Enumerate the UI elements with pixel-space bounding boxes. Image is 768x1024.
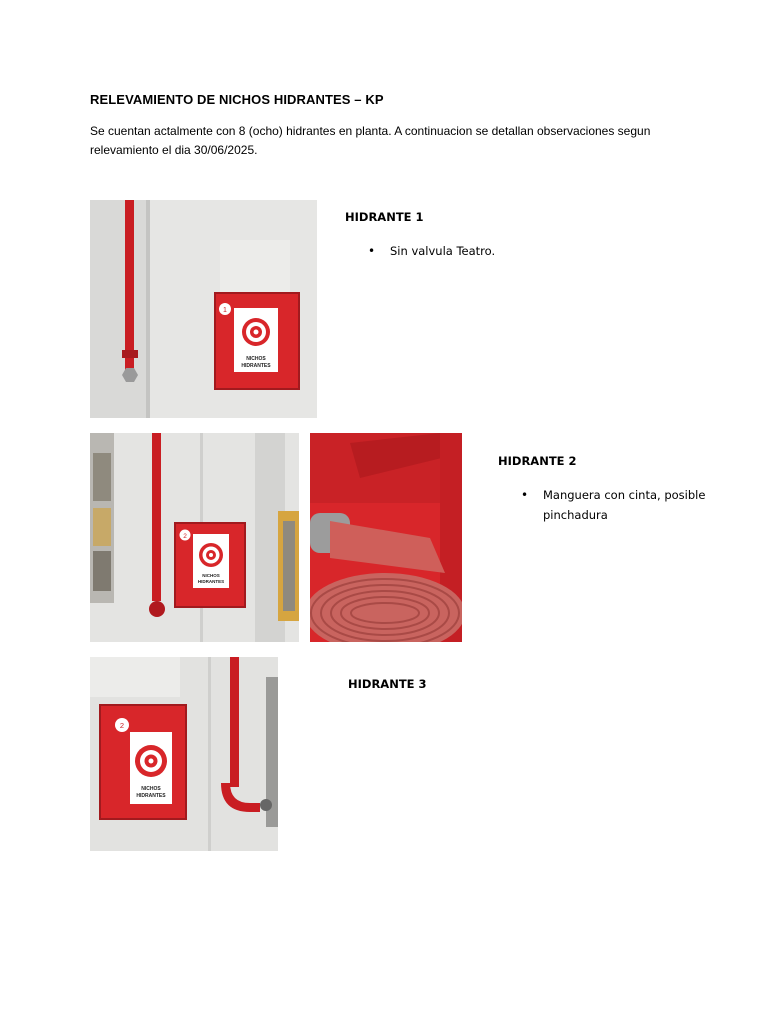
- hydrant-3-photo: [90, 657, 278, 851]
- cabinet-number: 2: [119, 721, 125, 730]
- bullet-icon: •: [521, 488, 529, 502]
- cabinet-number: 2: [183, 533, 187, 540]
- intro-paragraph: Se cuentan actalmente con 8 (ocho) hidrantes en planta. A continuacion se detallan observaciones segun relevamiento el dia 30/06/2025.: [90, 124, 651, 157]
- cabinet-sign-line2: HIDRANTES: [197, 579, 225, 584]
- hydrant-1-photo: [90, 200, 317, 418]
- hydrant-2-note: [521, 485, 733, 525]
- cabinet-sign-line1: NICHOS: [246, 356, 266, 362]
- hydrant-3-heading: HIDRANTE 3: [348, 677, 427, 691]
- cabinet-sign-line2: HIDRANTES: [136, 793, 166, 799]
- document-title: RELEVAMIENTO DE NICHOS HIDRANTES – KP: [90, 92, 384, 107]
- cabinet-sign-line2: HIDRANTES: [241, 363, 271, 369]
- hydrant-2-hose-photo: [310, 433, 462, 642]
- bullet-icon: •: [368, 244, 376, 258]
- hydrant-1-note-text: Sin valvula Teatro.: [390, 244, 496, 258]
- hydrant-1-heading: HIDRANTE 1: [345, 210, 424, 224]
- cabinet-sign-line1: NICHOS: [202, 573, 220, 578]
- cabinet-number: 1: [223, 307, 227, 314]
- cabinet-sign-line1: NICHOS: [141, 786, 161, 792]
- hydrant-2-heading: HIDRANTE 2: [498, 454, 577, 468]
- hydrant-2-note-text: Manguera con cinta, posible pinchadura: [543, 488, 706, 522]
- hydrant-1-note: [368, 241, 690, 261]
- hydrant-2-photo: [90, 433, 299, 642]
